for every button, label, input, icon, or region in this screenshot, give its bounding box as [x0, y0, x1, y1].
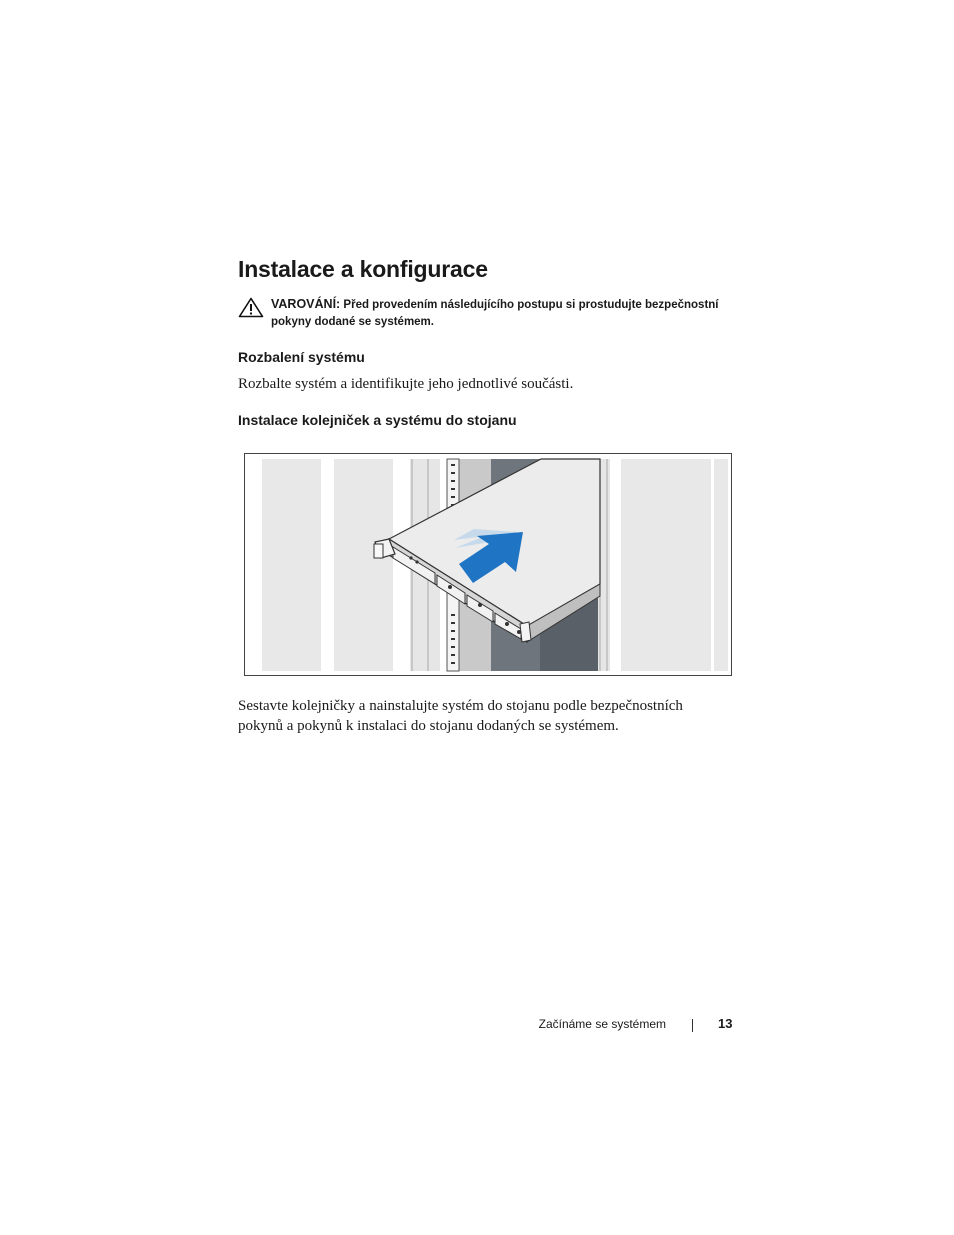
page-title: Instalace a konfigurace: [238, 256, 488, 282]
page-number: 13: [718, 1016, 733, 1031]
section-heading-unpacking: Rozbalení systému: [238, 349, 365, 365]
section-heading-rack-install: Instalace kolejniček a systému do stojanu: [238, 412, 517, 428]
rack-installation-figure: [244, 453, 732, 676]
warning-triangle-icon: [238, 297, 264, 324]
section-body-unpacking: Rozbalte systém a identifikujte jeho jednotlivé součásti.: [238, 376, 574, 392]
warning-text: [271, 296, 738, 331]
warning-body: Před provedením následujícího postupu si prostudujte bezpečnostní pokyny dodané se systémem.: [271, 299, 719, 328]
footer-separator: [692, 1019, 693, 1032]
footer-chapter-title: Začínáme se systémem: [538, 1017, 666, 1031]
rack-illustration: [245, 454, 731, 675]
warning-label: VAROVÁNÍ:: [271, 297, 341, 311]
warning-note: [238, 296, 738, 331]
section-body-rack-install: Sestavte kolejničky a nainstalujte systém do stojanu podle bezpečnostních pokynů a pokynů k instalaci do stojanu dodaných se systémem.: [238, 698, 683, 734]
